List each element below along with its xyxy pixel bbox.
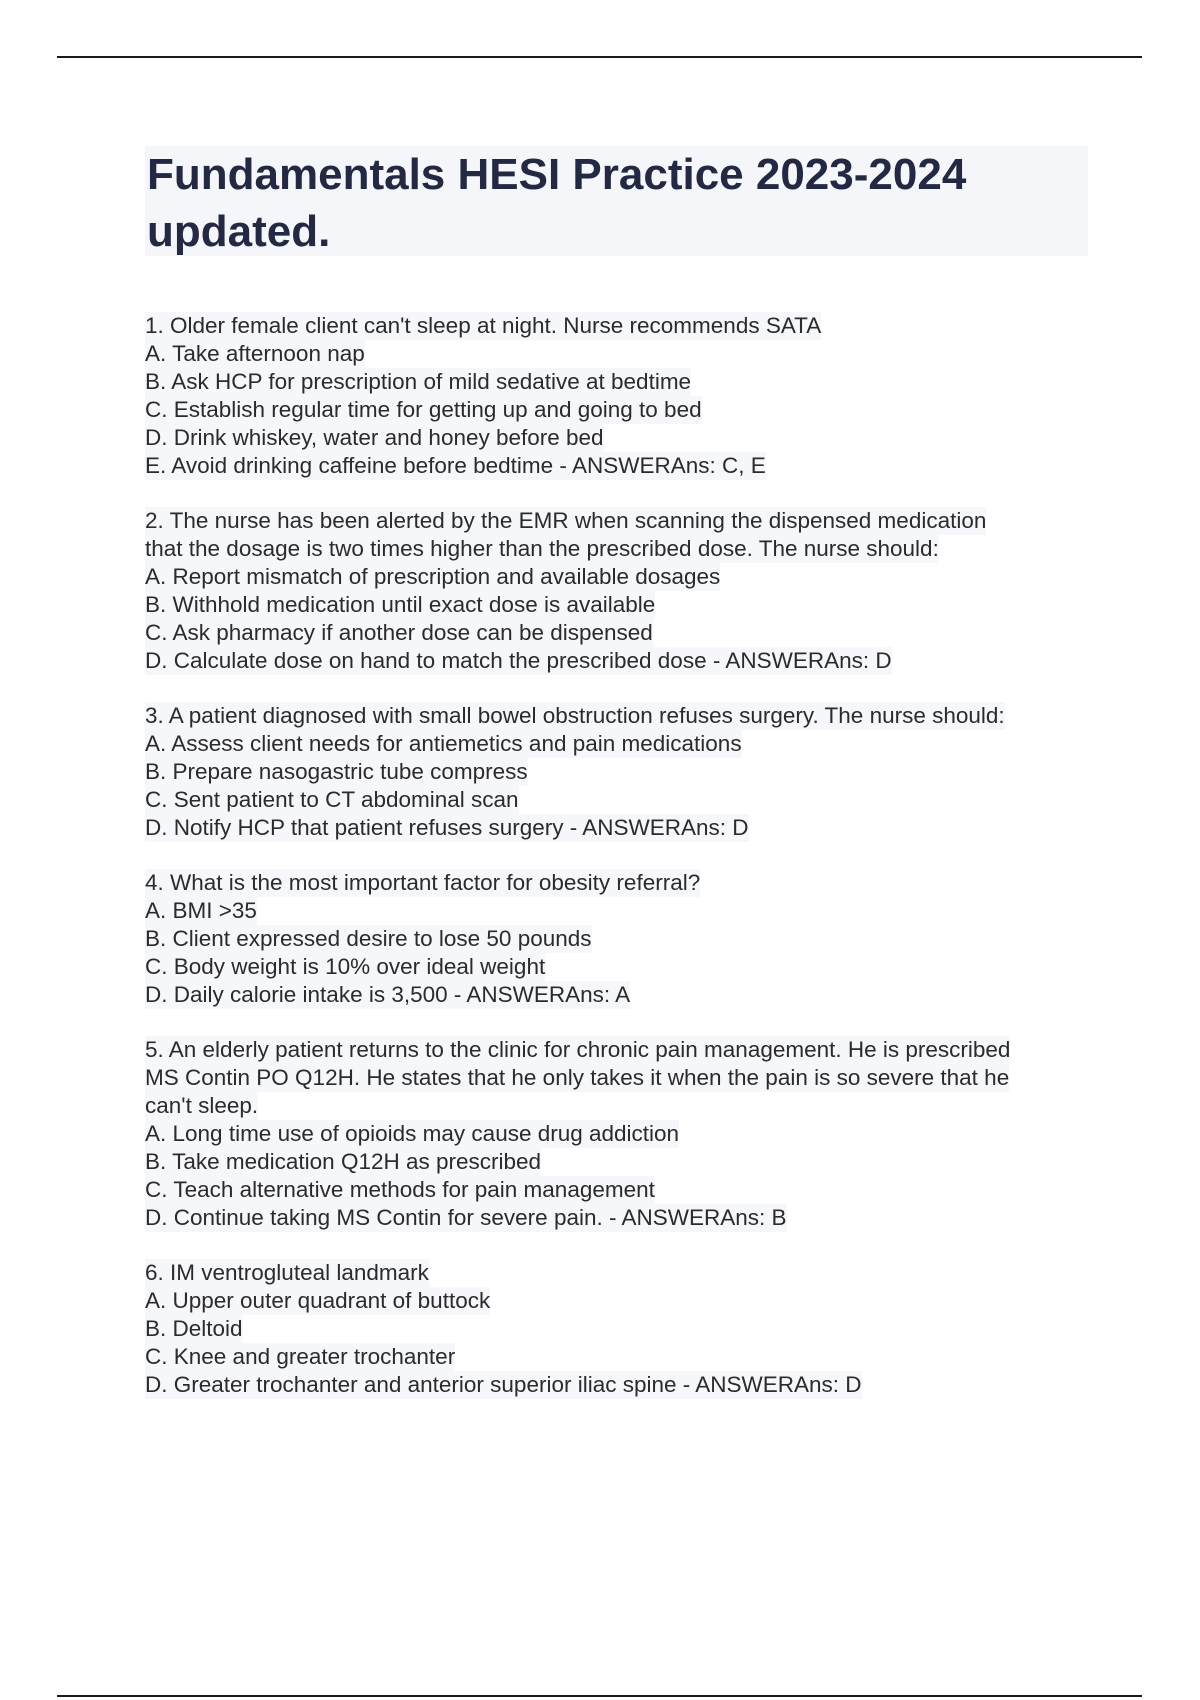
question-2 xyxy=(145,507,1095,675)
question-4 xyxy=(145,869,1095,1009)
title-line-1: Fundamentals HESI Practice 2023-2024 xyxy=(147,150,967,199)
question-stem: 5. An elderly patient returns to the clinic for chronic pain management. He is prescribed xyxy=(145,1037,1011,1062)
question-stem: that the dosage is two times higher than the prescribed dose. The nurse should: xyxy=(145,536,939,561)
title-line-2: updated. xyxy=(147,207,331,256)
answer-option: A. Take afternoon nap xyxy=(145,341,365,366)
answer-option: B. Deltoid xyxy=(145,1316,243,1341)
question-stem: 6. IM ventrogluteal landmark xyxy=(145,1260,429,1285)
question-6 xyxy=(145,1259,1095,1399)
question-3 xyxy=(145,702,1095,842)
question-stem: 2. The nurse has been alerted by the EMR when scanning the dispensed medication xyxy=(145,508,987,533)
answer-option: D. Daily calorie intake is 3,500 - ANSWERAns: A xyxy=(145,982,631,1007)
answer-option: C. Establish regular time for getting up and going to bed xyxy=(145,397,702,422)
answer-option: D. Greater trochanter and anterior superior iliac spine - ANSWERAns: D xyxy=(145,1372,862,1397)
top-divider xyxy=(57,56,1142,58)
answer-option: A. Report mismatch of prescription and available dosages xyxy=(145,564,721,589)
question-stem: 3. A patient diagnosed with small bowel obstruction refuses surgery. The nurse should: xyxy=(145,703,1005,728)
answer-option: C. Sent patient to CT abdominal scan xyxy=(145,787,519,812)
answer-option: B. Client expressed desire to lose 50 pounds xyxy=(145,926,592,951)
page-title xyxy=(147,146,1077,260)
answer-option: B. Withhold medication until exact dose is available xyxy=(145,592,656,617)
answer-option: B. Ask HCP for prescription of mild sedative at bedtime xyxy=(145,369,692,394)
answer-option: A. Upper outer quadrant of buttock xyxy=(145,1288,491,1313)
answer-option: C. Knee and greater trochanter xyxy=(145,1344,456,1369)
answer-option: B. Prepare nasogastric tube compress xyxy=(145,759,528,784)
answer-option: D. Continue taking MS Contin for severe pain. - ANSWERAns: B xyxy=(145,1205,787,1230)
answer-option: A. Long time use of opioids may cause drug addiction xyxy=(145,1121,680,1146)
answer-option: C. Ask pharmacy if another dose can be dispensed xyxy=(145,620,653,645)
answer-option: C. Body weight is 10% over ideal weight xyxy=(145,954,546,979)
question-stem: 1. Older female client can't sleep at night. Nurse recommends SATA xyxy=(145,313,822,338)
question-5 xyxy=(145,1036,1095,1232)
answer-option: C. Teach alternative methods for pain management xyxy=(145,1177,655,1202)
answer-option: A. BMI >35 xyxy=(145,898,257,923)
answer-option: A. Assess client needs for antiemetics and pain medications xyxy=(145,731,742,756)
bottom-divider xyxy=(57,1695,1142,1697)
question-stem: MS Contin PO Q12H. He states that he only takes it when the pain is so severe that he xyxy=(145,1065,1010,1090)
answer-option: B. Take medication Q12H as prescribed xyxy=(145,1149,542,1174)
question-stem: 4. What is the most important factor for obesity referral? xyxy=(145,870,701,895)
answer-option: D. Notify HCP that patient refuses surgery - ANSWERAns: D xyxy=(145,815,749,840)
question-1 xyxy=(145,312,1095,480)
answer-option: E. Avoid drinking caffeine before bedtime - ANSWERAns: C, E xyxy=(145,453,766,478)
question-list xyxy=(145,312,1095,1426)
question-stem: can't sleep. xyxy=(145,1093,259,1118)
answer-option: D. Calculate dose on hand to match the prescribed dose - ANSWERAns: D xyxy=(145,648,892,673)
answer-option: D. Drink whiskey, water and honey before bed xyxy=(145,425,604,450)
